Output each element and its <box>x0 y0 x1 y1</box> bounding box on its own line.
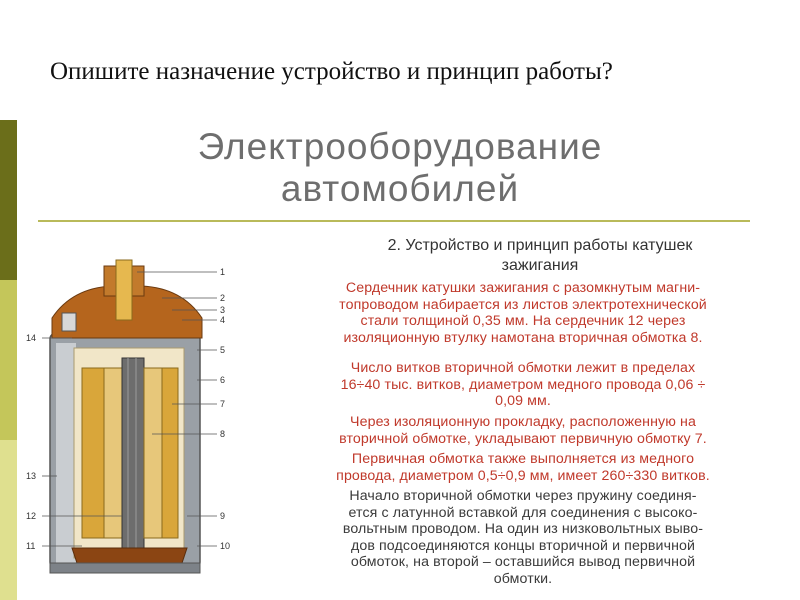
callout-7: 7 <box>220 399 226 409</box>
primary-winding-right <box>162 368 178 538</box>
low-voltage-terminal <box>62 313 76 331</box>
callout-10: 10 <box>220 541 231 551</box>
callout-3: 3 <box>220 305 226 315</box>
paragraph-connections: Начало вторичной обмотки через пружину соединя- ется с латунной вставкой для соединения с высоко- вольтным проводом. На один из низковольтных выво- дов подсоединяются концы вторичной и первичной обмоток, на второй – оставшийся вывод первичной обмотки. <box>342 488 704 587</box>
core <box>122 358 144 548</box>
title-divider <box>38 220 750 222</box>
paragraph-primary-wire: Первичная обмотка также выполняется из медного провода, диаметром 0,5÷0,9 мм, имеет 260÷330 витков. <box>336 451 710 484</box>
ignition-coil-diagram <box>12 258 248 588</box>
slide-title-line2: автомобилей <box>280 168 520 209</box>
coil-case-highlight <box>56 343 76 563</box>
primary-winding <box>82 368 104 538</box>
paragraph-primary-winding: Через изоляционную прокладку, расположенную на вторичной обмотке, укладывают первичную обмотку 7. <box>339 414 707 447</box>
case-bottom <box>50 563 200 573</box>
secondary-winding <box>104 368 122 538</box>
secondary-winding-right <box>144 368 162 538</box>
callout-13: 13 <box>26 471 37 481</box>
section-heading-line1: 2. Устройство и принцип работы катушек <box>387 237 693 254</box>
slide-question: Опишите назначение устройство и принцип работы? <box>50 58 613 85</box>
section-heading-line2: зажигания <box>501 257 579 274</box>
paragraph-core: Сердечник катушки зажигания с разомкнутым магни- топроводом набирается из листов электротехнической стали толщиной 0,35 мм. На сердечник 12 через изоляционную втулку намотана вторичная обмотка 8. <box>339 280 707 346</box>
slide-title <box>40 126 760 210</box>
callout-14: 14 <box>26 333 37 343</box>
sidebar-segment-dark <box>0 120 17 280</box>
callout-6: 6 <box>220 375 226 385</box>
callout-4: 4 <box>220 315 226 325</box>
callout-11: 11 <box>26 541 36 551</box>
slide-title-line1: Электрооборудование <box>197 126 603 167</box>
paragraph-secondary-turns: Число витков вторичной обмотки лежит в пределах 16÷40 тыс. витков, диаметром медного провода 0,06 ÷ 0,09 мм. <box>340 360 706 409</box>
callout-8: 8 <box>220 429 226 439</box>
callout-9: 9 <box>220 511 226 521</box>
section-heading <box>290 236 790 276</box>
callout-1: 1 <box>220 267 226 277</box>
callout-12: 12 <box>26 511 37 521</box>
bottom-insulator <box>72 548 187 563</box>
brass-terminal <box>116 260 132 320</box>
callout-2: 2 <box>220 293 226 303</box>
callout-5: 5 <box>220 345 226 355</box>
